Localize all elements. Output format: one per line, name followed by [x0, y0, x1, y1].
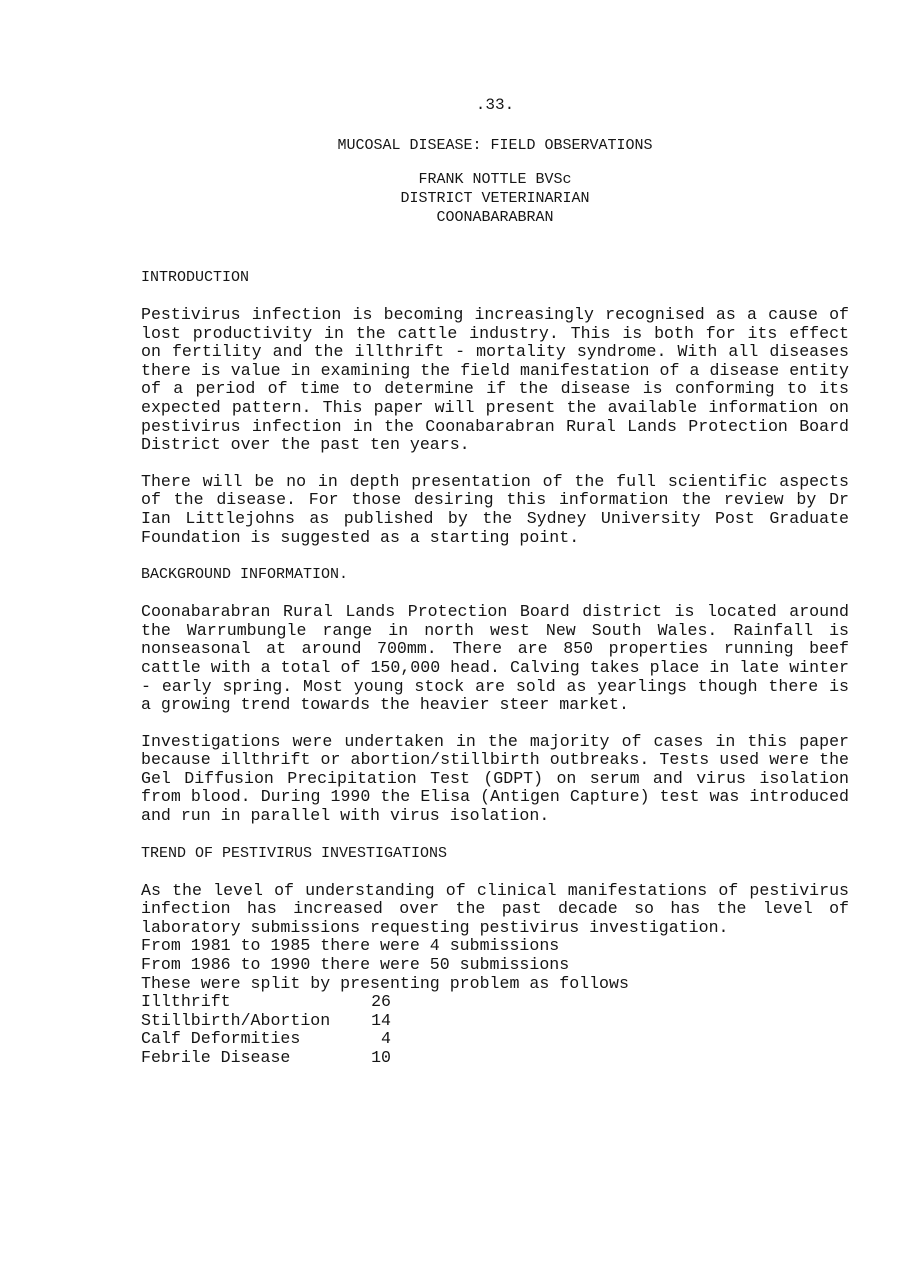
document-title: MUCOSAL DISEASE: FIELD OBSERVATIONS: [337, 137, 653, 154]
problem-count: 10: [371, 1048, 391, 1067]
presenting-problem-list: [141, 993, 849, 1067]
list-item: [141, 1012, 849, 1031]
problem-count: 4: [381, 1029, 391, 1049]
introduction-section: [141, 268, 849, 547]
list-item: [141, 1049, 849, 1068]
submissions-1981-1985: From 1981 to 1985 there were 4 submissions: [141, 936, 560, 956]
problem-count: 14: [371, 1010, 391, 1030]
background-paragraph-2: Investigations were undertaken in the majority of cases in this paper because illthrift or abortion/stillbirth outbreaks. Tests used were the Gel Diffusion Precipitation Test (GDPT) on serum and virus isolation from blood. During 1990 the Elisa (Antigen Capture) test was introduced and run in parallel with virus isolation.: [141, 731, 849, 826]
problem-label: Illthrift: [141, 992, 231, 1012]
trend-paragraph: As the level of understanding of clinical manifestations of pestivirus infection has increased over the past decade so has the level of laboratory submissions requesting pestivirus investigation.: [141, 880, 849, 937]
author-location: COONABARABRAN: [436, 209, 554, 226]
trend-heading: TREND OF PESTIVIRUS INVESTIGATIONS: [141, 844, 448, 862]
author-position: DISTRICT VETERINARIAN: [400, 190, 590, 207]
introduction-heading: INTRODUCTION: [141, 269, 250, 286]
background-heading: BACKGROUND INFORMATION.: [141, 566, 349, 584]
list-item: [141, 993, 849, 1012]
submissions-1986-1990: From 1986 to 1990 there were 50 submissions: [141, 955, 570, 975]
split-intro-line: These were split by presenting problem as follows: [141, 973, 629, 993]
page-number: .33.: [475, 96, 515, 114]
trend-section: [141, 844, 849, 1068]
problem-label: Stillbirth/Abortion: [141, 1010, 331, 1030]
introduction-paragraph-2: There will be no in depth presentation of the full scientific aspects of the disease. For those desiring this information the review by Dr Ian Littlejohns as published by the Sydney University Post Graduate Foundation is suggested as a starting point.: [141, 471, 849, 547]
introduction-paragraph-1: Pestivirus infection is becoming increasingly recognised as a cause of lost productivity in the cattle industry. This is both for its effect on fertility and the illthrift - mortality syndrome. With all diseases there is value in examining the field manifestation of a disease entity of a period of time to determine if the disease is conforming to its expected pattern. This paper will present the available information on pestivirus infection in the Coonabarabran Rural Lands Protection Board District over the past ten years.: [141, 305, 849, 455]
problem-count: 26: [371, 992, 391, 1012]
background-section: [141, 565, 849, 826]
problem-label: Calf Deformities: [141, 1029, 301, 1049]
title-block: [0, 136, 900, 227]
background-paragraph-1: Coonabarabran Rural Lands Protection Board district is located around the Warrumbungle range in north west New South Wales. Rainfall is nonseasonal at around 700mm. There are 850 properties running beef cattle with a total of 150,000 head. Calving takes place in late winter - early spring. Most young stock are sold as yearlings though there is a growing trend towards the heavier steer market.: [141, 602, 849, 715]
problem-label: Febrile Disease: [141, 1048, 291, 1067]
document-body: [141, 268, 849, 1068]
author-name: FRANK NOTTLE BVSc: [418, 171, 572, 188]
list-item: [141, 1030, 849, 1049]
